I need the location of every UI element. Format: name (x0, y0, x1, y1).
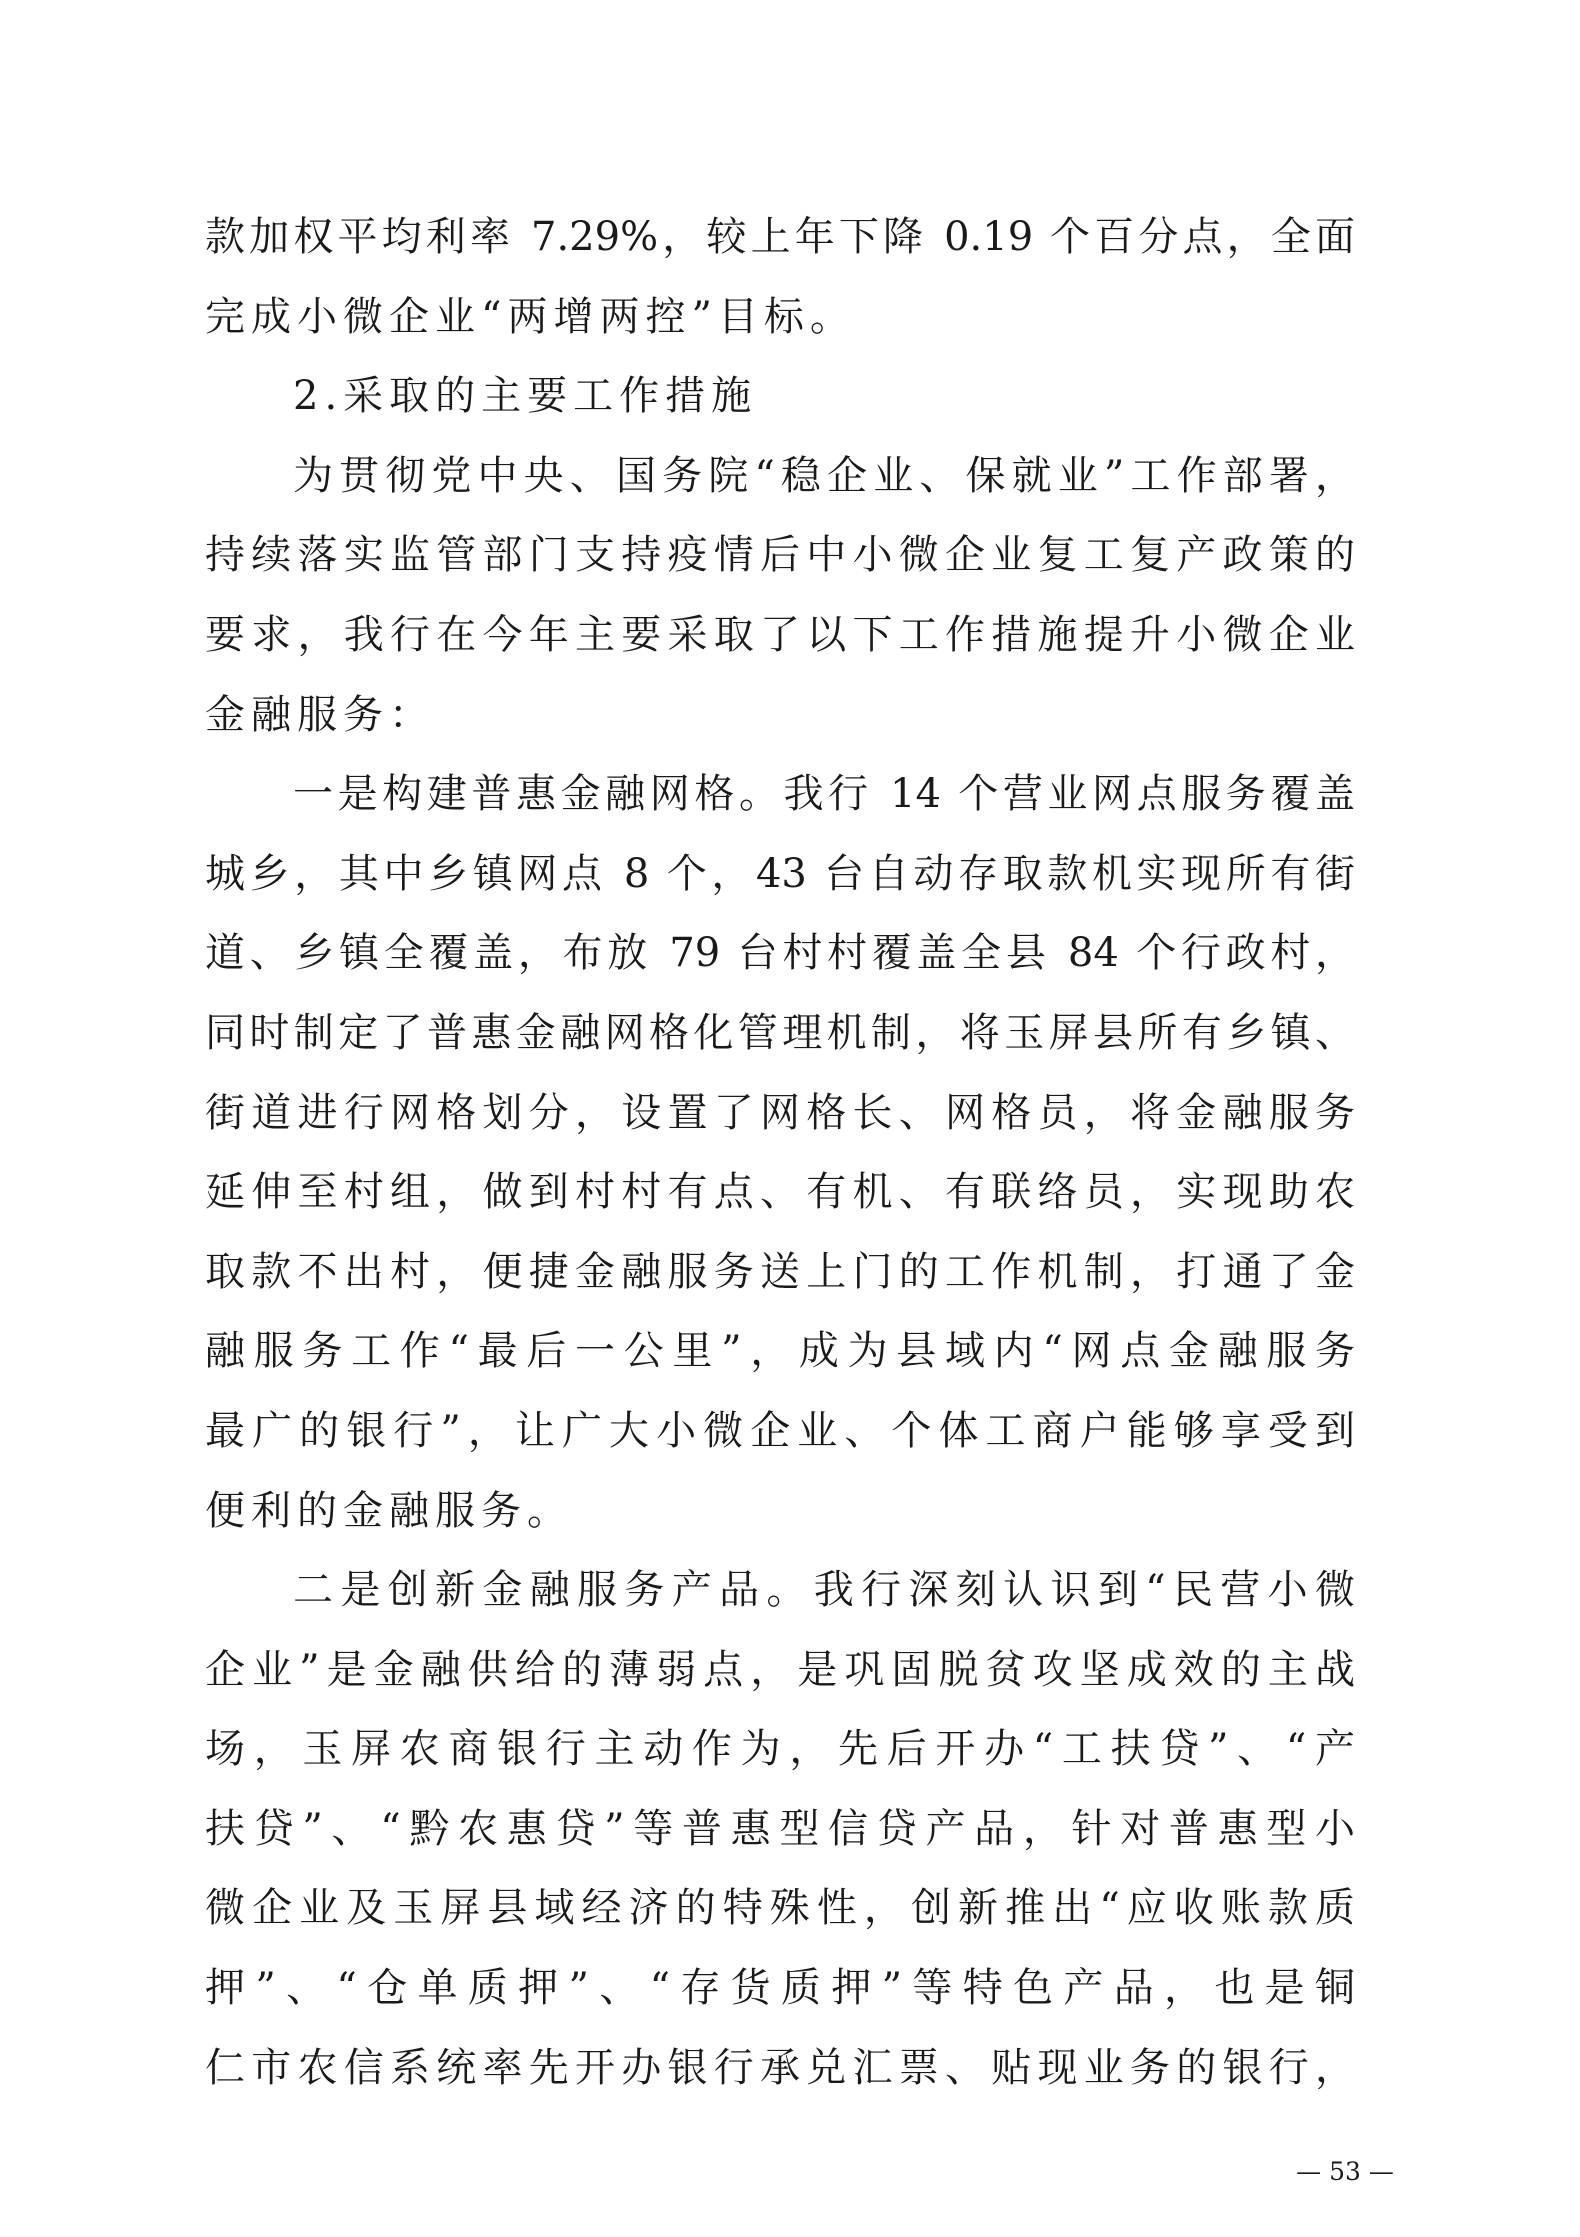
text-line: 便利的金融服务。 (205, 1487, 573, 1534)
text-line: 融服务工作“最后一公里”，成为县域内“网点金融服务 (205, 1328, 1355, 1375)
text-line: 持续落实监管部门支持疫情后中小微企业复工复产政策的 (205, 532, 1355, 579)
text-line: 金融服务： (205, 691, 435, 738)
text-line: 同时制定了普惠金融网格化管理机制，将玉屏县所有乡镇、 (205, 1009, 1355, 1056)
text-line: 二是创新金融服务产品。我行深刻认识到“民营小微 (293, 1567, 1355, 1614)
text-line: 完成小微企业“两增两控”目标。 (205, 293, 856, 340)
text-line: 取款不出村，便捷金融服务送上门的工作机制，打通了金 (205, 1248, 1355, 1295)
text-line: 微企业及玉屏县域经济的特殊性，创新推出“应收账款质 (205, 1885, 1355, 1932)
text-line: 要求，我行在今年主要采取了以下工作措施提升小微企业 (205, 611, 1355, 658)
body-text (205, 198, 1355, 2108)
text-line: 延伸至村组，做到村村有点、有机、有联络员，实现助农 (205, 1169, 1355, 1216)
text-line: 道、乡镇全覆盖，布放 79 台村村覆盖全县 84 个行政村， (205, 930, 1355, 977)
text-line: 最广的银行”，让广大小微企业、个体工商户能够享受到 (205, 1407, 1355, 1454)
text-line: 场，玉屏农商银行主动作为，先后开办“工扶贷”、“产 (205, 1726, 1355, 1773)
text-line: 一是构建普惠金融网格。我行 14 个营业网点服务覆盖 (293, 771, 1355, 818)
text-line: 扶贷”、“黔农惠贷”等普惠型信贷产品，针对普惠型小 (205, 1805, 1355, 1852)
text-line: 企业”是金融供给的薄弱点，是巩固脱贫攻坚成效的主战 (205, 1646, 1355, 1693)
page-number: — 53 — (1296, 2157, 1394, 2186)
text-line: 街道进行网格划分，设置了网格长、网格员，将金融服务 (205, 1089, 1355, 1136)
text-line: 为贯彻党中央、国务院“稳企业、保就业”工作部署， (293, 452, 1355, 499)
section-heading: 2.采取的主要工作措施 (293, 373, 758, 420)
text-line: 城乡，其中乡镇网点 8 个，43 台自动存取款机实现所有街 (205, 850, 1355, 897)
text-line: 仁市农信系统率先开办银行承兑汇票、贴现业务的银行， (205, 2044, 1355, 2091)
text-line: 款加权平均利率 7.29%，较上年下降 0.19 个百分点，全面 (205, 214, 1355, 260)
text-line: 押”、“仓单质押”、“存货质押”等特色产品，也是铜 (205, 1965, 1355, 2012)
